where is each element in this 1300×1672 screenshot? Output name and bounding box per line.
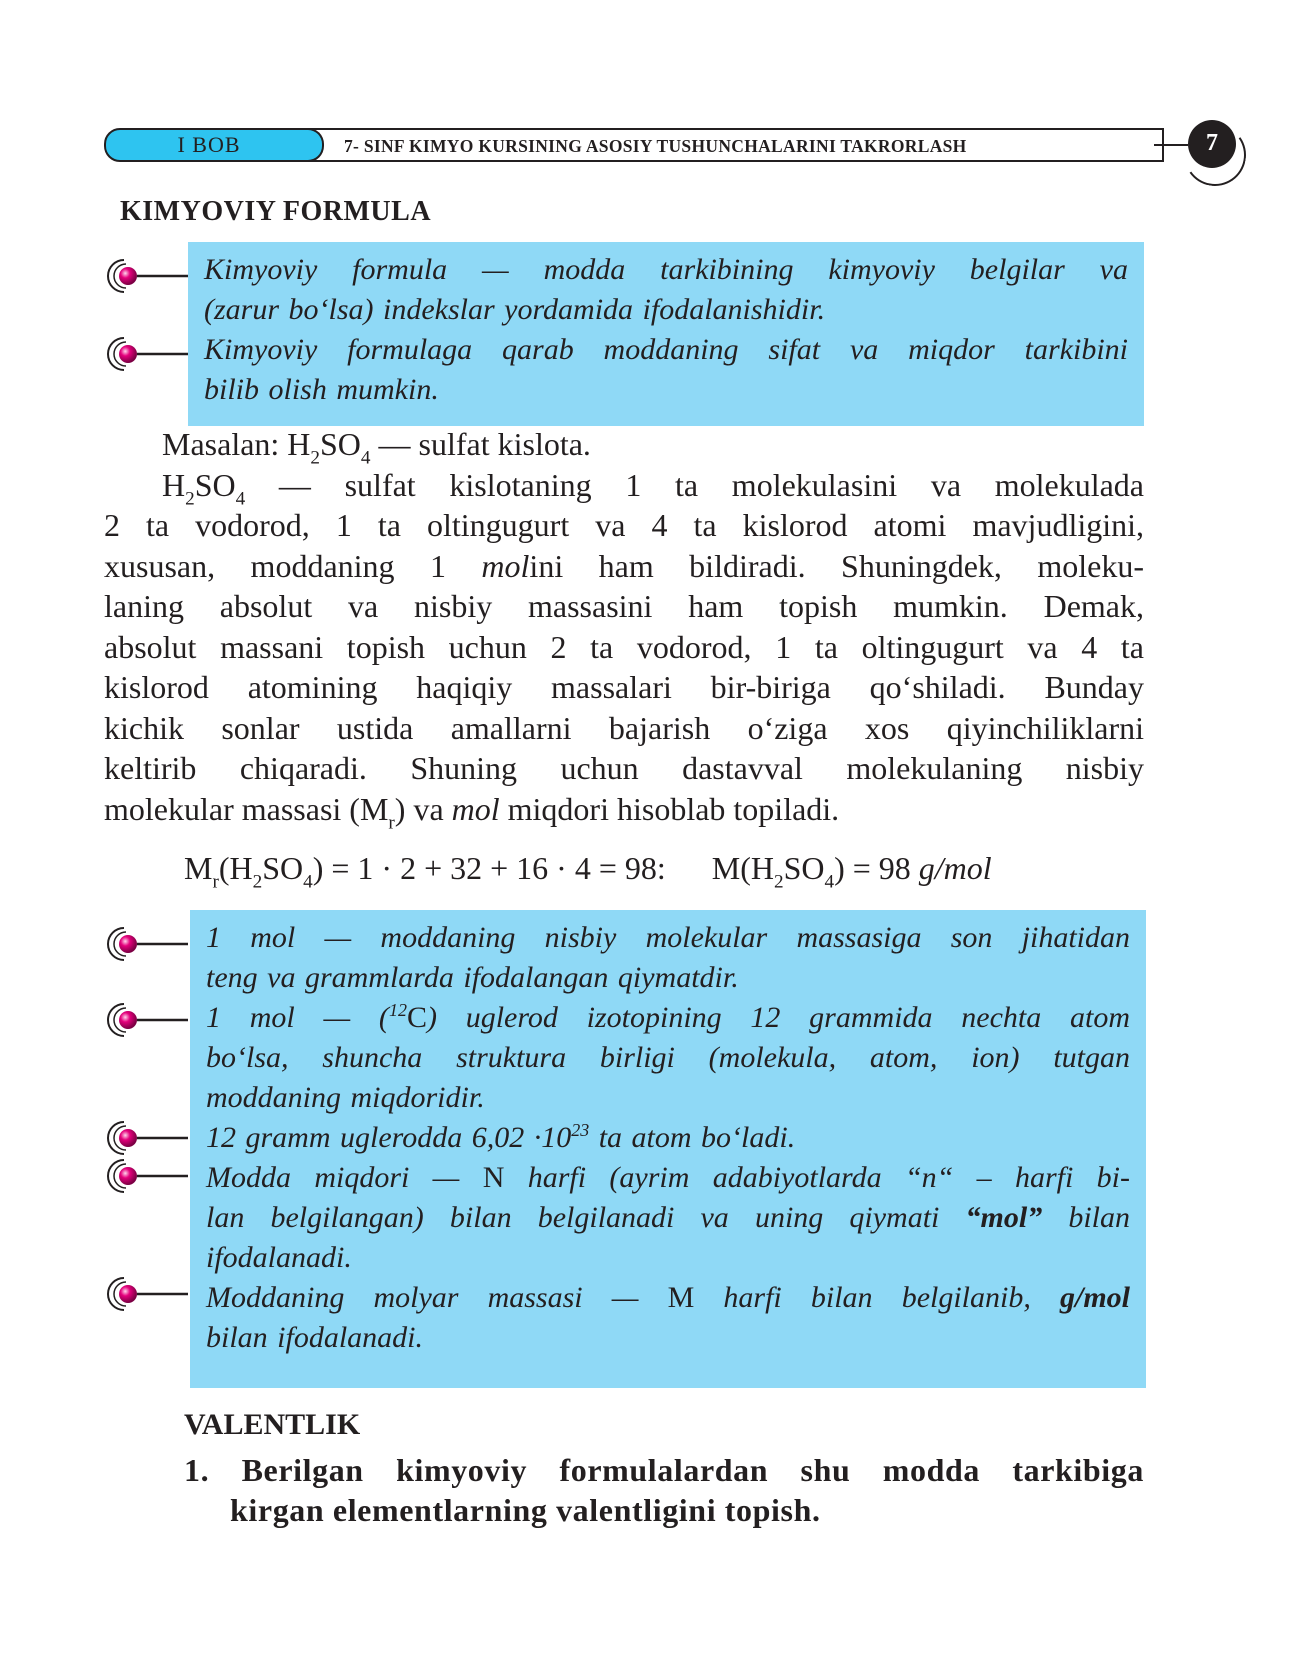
paragraph-line: 2 ta vodorod, 1 ta oltingugurt va 4 ta kislorod atomi mavjudligini,: [104, 507, 1144, 543]
pearl-bullet-icon: [104, 254, 188, 298]
definition-line: bo‘lsa, shuncha struktura birligi (molekula, atom, ion) tutgan: [206, 1041, 1130, 1074]
definition-text: bilan: [1042, 1201, 1131, 1234]
equation-part: M: [184, 850, 213, 886]
definition-text: harfi bilan belgilanib,: [694, 1281, 1060, 1314]
paragraph-line: kislorod atomining haqiqiy massalari bir-biriga qo‘shiladi. Bunday: [104, 669, 1144, 705]
formula-subscript: 2: [185, 488, 195, 510]
paragraph-text: ) va: [394, 790, 452, 827]
definition-box-mol: [190, 910, 1146, 1388]
equation-part: = 1 · 2 + 32 + 16 · 4 = 98:: [323, 850, 666, 886]
paragraph-text: ini ham bildiradi. Shuningdek, moleku-: [529, 547, 1145, 584]
paragraph-line: absolut massani topish uchun 2 ta vodorod, 1 ta oltingugurt va 4 ta: [104, 628, 1144, 665]
formula-subscript: r: [388, 812, 395, 834]
paragraph-line: [104, 546, 1144, 587]
definition-text: ) uglerod izotopining 12 grammida nechta atom: [426, 1001, 1130, 1034]
equation-part: ): [312, 850, 324, 886]
equation-subscript: 4: [303, 871, 313, 893]
equation-part: M(H: [711, 850, 774, 886]
definition-line: Kimyoviy formulaga qarab moddaning sifat va miqdor tarkibini: [204, 333, 1128, 366]
formula-subscript: 4: [235, 488, 246, 510]
task-line: 1. Berilgan kimyoviy formulalardan shu modda tarkibiga: [184, 1452, 1144, 1488]
pearl-bullet-icon: [104, 1272, 188, 1316]
symbol-M: M: [667, 1281, 695, 1314]
definition-line: [206, 1158, 1130, 1198]
definition-line: (zarur bo‘lsa) indekslar yordamida ifodalanishidir.: [204, 293, 826, 326]
equation-subscript: r: [212, 871, 219, 893]
molar-mass-equation: [184, 850, 992, 893]
mol-bold: “mol”: [965, 1201, 1043, 1234]
equation-part: SO: [262, 850, 304, 886]
definition-line: [206, 1278, 1130, 1318]
definition-text: 1 mol — (: [206, 1001, 389, 1034]
paragraph-line: kichik sonlar ustida amallarni bajarish o‘ziga xos qiyinchiliklarni: [104, 709, 1144, 746]
equation-part: ) = 98: [834, 850, 919, 886]
definition-line: teng va grammlarda ifodalangan qiymatdir.: [206, 961, 739, 994]
definition-line: bilan ifodalanadi.: [206, 1321, 424, 1354]
equation-part: (H: [218, 850, 253, 886]
isotope-superscript: 12: [388, 1000, 407, 1021]
mol-term: mol: [481, 547, 530, 584]
section-title: KIMYOVIY FORMULA: [120, 196, 432, 227]
definition-line: [206, 1118, 1130, 1158]
pearl-bullet-icon: [104, 1154, 188, 1198]
chapter-label: I BOB: [177, 132, 241, 157]
paragraph-text: xususan, moddaning 1: [104, 547, 482, 584]
formula-part: H: [287, 426, 311, 462]
definition-line: bilib olish mumkin.: [204, 373, 439, 406]
definition-line: moddaning miqdoridir.: [206, 1081, 485, 1114]
formula-part: SO: [194, 466, 236, 503]
equation-unit: g/mol: [918, 850, 992, 886]
mol-term: mol: [451, 790, 500, 827]
definition-text: Moddaning molyar massasi —: [206, 1281, 668, 1314]
paragraph-line: [104, 789, 1144, 834]
example-text: — sulfat kislota.: [370, 426, 591, 462]
definition-line: Kimyoviy formula — modda tarkibining kimyoviy belgilar va: [204, 253, 1128, 286]
exponent-superscript: 23: [571, 1120, 590, 1141]
paragraph-line: [104, 465, 1144, 510]
definition-line: [206, 1198, 1130, 1238]
section-title-valentlik: VALENTLIK: [184, 1408, 361, 1441]
carbon-symbol: C: [406, 1001, 427, 1034]
definition-line: 1 mol — moddaning nisbiy molekular massasiga son jihatidan: [206, 921, 1130, 954]
equation-subscript: 4: [824, 871, 835, 893]
paragraph-line: laning absolut va nisbiy massasini ham topish mumkin. Demak,: [104, 588, 1144, 624]
task-line: kirgan elementlarning valentligini topish.: [230, 1492, 821, 1528]
formula-subscript: 2: [310, 447, 320, 469]
example-line: [104, 424, 1144, 469]
pearl-bullet-icon: [104, 332, 188, 376]
paragraph-line: keltirib chiqaradi. Shuning uchun dastavval molekulaning nisbiy: [104, 750, 1144, 786]
definition-text: 12 gramm uglerodda 6,02 ·10: [206, 1121, 572, 1154]
definition-box-formula: [188, 242, 1144, 426]
formula-subscript: 4: [360, 447, 371, 469]
running-title: 7- SINF KIMYO KURSINING ASOSIY TUSHUNCHALARINI TAKRORLASH: [314, 128, 1164, 162]
definition-text: harfi (ayrim adabiyotlarda “n“ – harfi bi-: [504, 1161, 1130, 1194]
paragraph-text: miqdori hisoblab topiladi.: [499, 790, 840, 827]
page-header: [104, 128, 1218, 170]
paragraph-text: — sulfat kislotaning 1 ta molekulasini va molekulada: [245, 466, 1144, 503]
definition-text: ta atom bo‘ladi.: [589, 1121, 796, 1154]
pearl-bullet-icon: [104, 998, 188, 1042]
pearl-bullet-icon: [104, 922, 188, 966]
definition-line: [206, 998, 1130, 1038]
definition-line: ifodalanadi.: [206, 1241, 352, 1274]
paragraph-text: molekular massasi (M: [104, 790, 389, 827]
header-rule: [1154, 144, 1188, 146]
definition-text: Modda miqdori —: [206, 1161, 483, 1194]
body-paragraph: [104, 424, 1145, 834]
example-label: Masalan:: [162, 426, 288, 462]
equation-subscript: 2: [773, 871, 784, 893]
equation-subscript: 2: [252, 871, 263, 893]
page-number: 7: [1188, 120, 1236, 168]
unit-bold: g/mol: [1060, 1281, 1131, 1314]
formula-part: SO: [320, 426, 361, 462]
symbol-N: N: [482, 1161, 505, 1194]
equation-part: SO: [783, 850, 825, 886]
definition-text: lan belgilangan) bilan belgilanadi va uning qiymati: [206, 1201, 966, 1234]
formula-part: H: [162, 466, 186, 503]
chapter-tab: [104, 128, 314, 162]
task-item: [184, 1450, 1144, 1530]
